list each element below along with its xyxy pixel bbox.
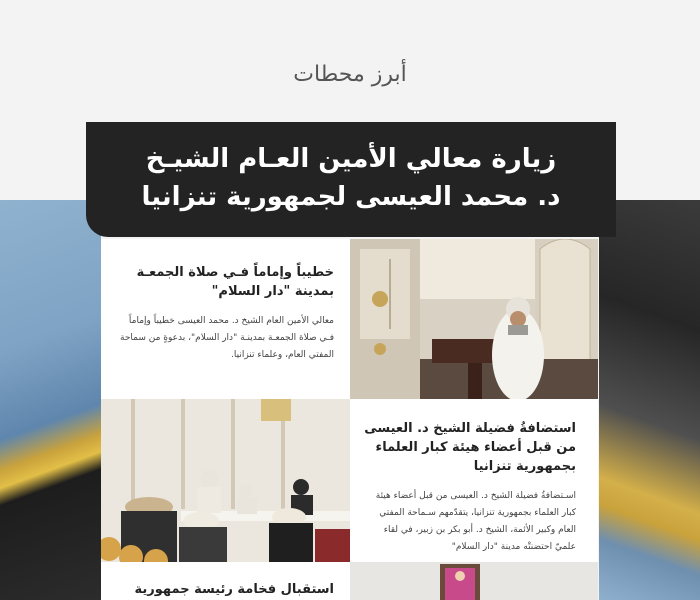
news-card[interactable]	[101, 239, 598, 399]
card-text	[350, 399, 598, 556]
news-card[interactable]	[101, 562, 598, 600]
section-heading: أبرز محطات	[293, 62, 407, 87]
card-heading: استضافةُ فضيلة الشيخ د. العيسى من قبل أعضاء هيئة كبار العلماء بجمهورية تنزانيا	[364, 421, 576, 474]
flag-left-strip	[0, 200, 101, 600]
card-heading: خطيباً وإماماً فـي صلاة الجمعـة بمدينة "دار السلام"	[136, 265, 334, 299]
title-banner	[86, 122, 616, 237]
card-heading: استقبال فخامة رئيسة جمهورية	[134, 582, 334, 597]
flag-right-strip	[599, 200, 700, 600]
title-line-2: د. محمد العيسى لجمهورية تنزانيا	[141, 182, 561, 212]
scholars-meeting-photo	[101, 399, 350, 562]
news-card[interactable]	[101, 399, 598, 562]
card-body: اسـتضافةُ فضيلة الشيخ د. العيسى من قبل أعضاء هيئة كبار العلماء بجمهورية تنزانيا، يتقدّمهم سـماحة المفتي العام وكبير الأئمة، الشيخ د. أبو بكر بن زبير، في لقاء علميّ احتضنتْه مدينة "دار السلام"	[375, 491, 576, 552]
president-reception-photo	[350, 562, 598, 600]
card-text	[101, 239, 350, 364]
mosque-sermon-photo	[350, 239, 598, 399]
card-text	[101, 562, 350, 600]
card-body: معالي الأمين العام الشيخ د. محمد العيسى خطيباً وإماماً فـي صلاة الجمعـة بمدينـة "دار السلام"، بدعوةٍ من سماحة المفتي العام، وعلماء تنزانيا.	[120, 316, 334, 360]
title-line-1: زيارة معالي الأمين العـام الشيـخ	[145, 144, 557, 174]
